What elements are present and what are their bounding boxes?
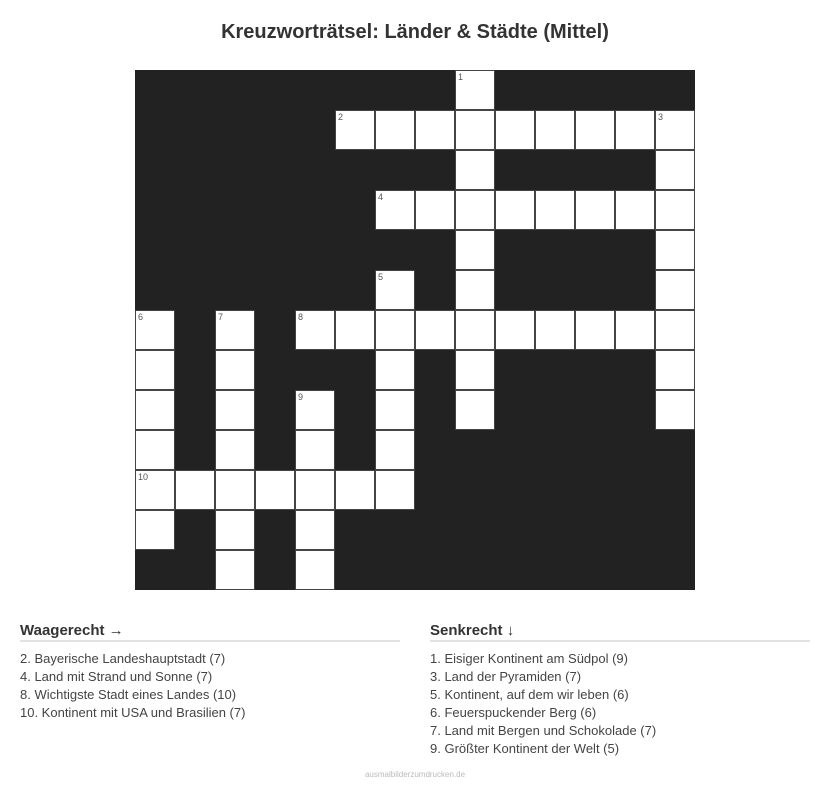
grid-cell[interactable] (655, 310, 695, 350)
grid-cell[interactable] (295, 510, 335, 550)
grid-cell[interactable] (135, 510, 175, 550)
grid-cell[interactable] (655, 390, 695, 430)
clue-across: 10. Kontinent mit USA und Brasilien (7) (20, 705, 246, 720)
grid-cell[interactable] (575, 310, 615, 350)
grid-cell[interactable] (255, 470, 295, 510)
clue-across: 2. Bayerische Landeshauptstadt (7) (20, 651, 226, 666)
grid-cell[interactable] (455, 350, 495, 390)
grid-cell[interactable] (135, 350, 175, 390)
clue-number: 10 (138, 472, 149, 482)
grid-cell[interactable] (455, 110, 495, 150)
grid-cell[interactable] (415, 190, 455, 230)
grid-cell[interactable] (375, 190, 415, 230)
grid-cell[interactable] (295, 310, 335, 350)
grid-cell[interactable] (655, 110, 695, 150)
grid-cell[interactable] (455, 150, 495, 190)
grid-cell[interactable] (495, 310, 535, 350)
clue-number: 8 (298, 312, 304, 322)
grid-cell[interactable] (215, 430, 255, 470)
grid-cell[interactable] (215, 390, 255, 430)
clue-number: 4 (378, 192, 384, 202)
down-heading: Senkrecht ↓ (430, 622, 810, 642)
grid-cell[interactable] (375, 470, 415, 510)
grid-cell[interactable] (215, 350, 255, 390)
clue-number: 3 (658, 112, 664, 122)
grid-cell[interactable] (415, 310, 455, 350)
grid-cell[interactable] (375, 310, 415, 350)
grid-cell[interactable] (335, 310, 375, 350)
clue-down: 1. Eisiger Kontinent am Südpol (9) (430, 651, 628, 666)
grid-cell[interactable] (375, 270, 415, 310)
grid-cell[interactable] (655, 230, 695, 270)
grid-cell[interactable] (135, 310, 175, 350)
grid-cell[interactable] (495, 110, 535, 150)
grid-cell[interactable] (455, 390, 495, 430)
clue-number: 9 (298, 392, 304, 402)
clue-down: 9. Größter Kontinent der Welt (5) (430, 741, 620, 756)
clue-number: 5 (378, 272, 384, 282)
grid-cell[interactable] (535, 110, 575, 150)
grid-cell[interactable] (495, 190, 535, 230)
grid-cell[interactable] (415, 110, 455, 150)
grid-cell[interactable] (335, 110, 375, 150)
grid-cell[interactable] (375, 430, 415, 470)
grid-cell[interactable] (655, 270, 695, 310)
grid-cell[interactable] (535, 310, 575, 350)
grid-cell[interactable] (575, 110, 615, 150)
grid-cell[interactable] (175, 470, 215, 510)
clue-number: 1 (458, 72, 464, 82)
grid-cell[interactable] (135, 470, 175, 510)
grid-cell[interactable] (615, 110, 655, 150)
grid-cell[interactable] (655, 190, 695, 230)
grid-cell[interactable] (295, 430, 335, 470)
grid-cell[interactable] (455, 70, 495, 110)
across-heading: Waagerecht → (20, 622, 400, 642)
grid-cell[interactable] (215, 310, 255, 350)
crossword-grid (135, 70, 695, 590)
clue-down: 7. Land mit Bergen und Schokolade (7) (430, 723, 657, 738)
down-clues (430, 622, 810, 758)
grid-cell[interactable] (215, 510, 255, 550)
clue-number: 7 (218, 312, 224, 322)
grid-cell[interactable] (655, 350, 695, 390)
grid-cell[interactable] (375, 350, 415, 390)
grid-cell[interactable] (655, 150, 695, 190)
clue-across: 4. Land mit Strand und Sonne (7) (20, 669, 213, 684)
grid-cell[interactable] (295, 390, 335, 430)
clue-down: 6. Feuerspuckender Berg (6) (430, 705, 597, 720)
clue-number: 6 (138, 312, 144, 322)
grid-cell[interactable] (135, 430, 175, 470)
grid-cell[interactable] (215, 470, 255, 510)
grid-cell[interactable] (455, 310, 495, 350)
clue-number: 2 (338, 112, 344, 122)
grid-cell[interactable] (455, 190, 495, 230)
clue-across: 8. Wichtigste Stadt eines Landes (10) (20, 687, 237, 702)
grid-cell[interactable] (335, 470, 375, 510)
across-clues (20, 622, 400, 722)
grid-cell[interactable] (535, 190, 575, 230)
grid-cell[interactable] (615, 190, 655, 230)
grid-cell[interactable] (135, 390, 175, 430)
grid-cell[interactable] (575, 190, 615, 230)
grid-cell[interactable] (375, 390, 415, 430)
grid-cell[interactable] (455, 230, 495, 270)
grid-cell[interactable] (615, 310, 655, 350)
clue-down: 5. Kontinent, auf dem wir leben (6) (430, 687, 629, 702)
grid-cell[interactable] (295, 470, 335, 510)
clue-down: 3. Land der Pyramiden (7) (430, 669, 582, 684)
page-title: Kreuzworträtsel: Länder & Städte (Mittel) (221, 21, 609, 43)
grid-cell[interactable] (375, 110, 415, 150)
grid-cell[interactable] (295, 550, 335, 590)
grid-cell[interactable] (455, 270, 495, 310)
footer-watermark: ausmalbilderzumdrucken.de (364, 770, 466, 779)
grid-cell[interactable] (215, 550, 255, 590)
